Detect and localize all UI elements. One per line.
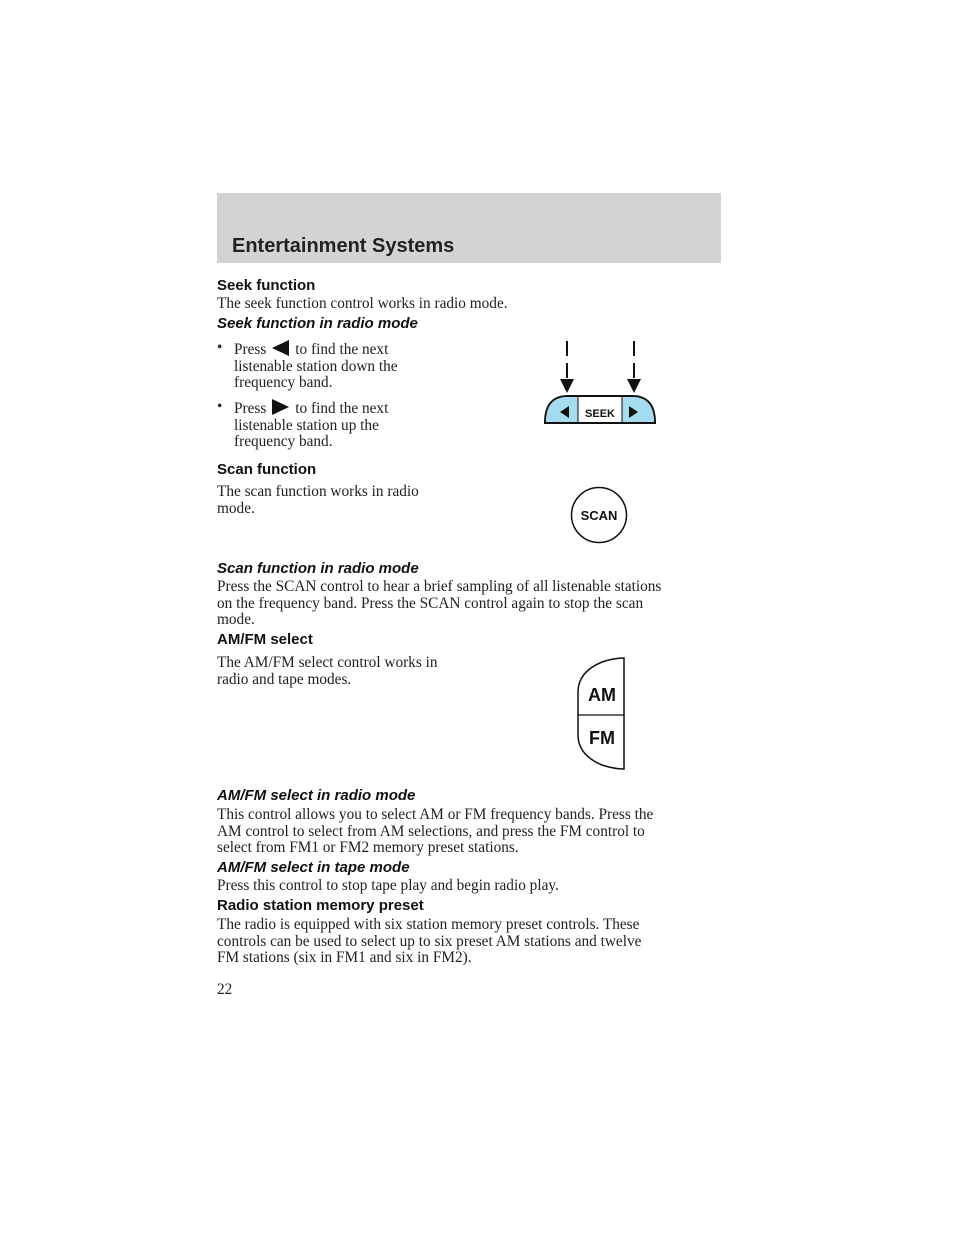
seek-button[interactable] <box>545 396 655 423</box>
preset-heading: Radio station memory preset <box>217 897 424 914</box>
amfm-radio-line: AM control to select from AM selections, and press the FM control to <box>217 822 645 840</box>
bullet-press-label: Press <box>234 400 267 417</box>
seek-down-pointer <box>560 341 574 393</box>
amfm-radio-subheading: AM/FM select in radio mode <box>217 787 416 804</box>
bullet-press-label: Press <box>234 341 267 358</box>
preset-paragraph <box>217 917 641 967</box>
bullet-line: listenable station down the <box>234 357 398 375</box>
amfm-tape-paragraph: Press this control to stop tape play and begin radio play. <box>217 877 559 894</box>
amfm-radio-line: select from FM1 or FM2 memory preset stations. <box>217 839 519 856</box>
seek-button-illustration <box>540 338 662 428</box>
amfm-intro-line: radio and tape modes. <box>217 670 352 688</box>
scan-heading: Scan function <box>217 461 317 478</box>
am-button[interactable] <box>588 685 616 705</box>
scan-button-label: SCAN <box>580 508 618 523</box>
bullet-dot: • <box>217 398 223 415</box>
bullet-line: frequency band. <box>234 433 333 450</box>
seek-heading: Seek function <box>217 277 316 294</box>
preset-line: The radio is equipped with six station memory preset controls. These <box>217 916 640 933</box>
scan-subheading: Scan function in radio mode <box>217 560 419 577</box>
am-button-label: AM <box>588 685 616 705</box>
amfm-tape-subheading: AM/FM select in tape mode <box>217 859 410 876</box>
amfm-button-illustration <box>572 655 632 775</box>
seek-bullet-up <box>217 399 467 451</box>
bullet-line: listenable station up the <box>234 416 379 434</box>
seek-subheading: Seek function in radio mode <box>217 315 418 332</box>
section-title: Entertainment Systems <box>232 235 455 257</box>
scan-paragraph-line: mode. <box>217 611 255 628</box>
seek-intro: The seek function control works in radio mode. <box>217 295 508 312</box>
scan-intro-line: The scan function works in radio <box>217 483 419 500</box>
fm-button-label: FM <box>589 728 615 748</box>
preset-line: controls can be used to select up to six preset AM stations and twelve <box>217 932 642 950</box>
seek-up-pointer <box>627 341 641 393</box>
triangle-left-icon <box>272 340 289 356</box>
amfm-intro <box>217 655 438 688</box>
amfm-intro-line: The AM/FM select control works in <box>217 654 438 671</box>
amfm-radio-line: This control allows you to select AM or FM frequency bands. Press the <box>217 806 654 823</box>
scan-paragraph-line: Press the SCAN control to hear a brief sampling of all listenable stations <box>217 578 662 595</box>
seek-button-label: SEEK <box>585 408 615 420</box>
seek-bullet-down <box>217 340 467 392</box>
bullet-rest-label: to find the next <box>295 341 389 358</box>
page-number: 22 <box>217 981 233 998</box>
bullet-rest-label: to find the next <box>295 400 389 417</box>
amfm-heading: AM/FM select <box>217 631 313 648</box>
fm-button[interactable] <box>589 728 615 748</box>
scan-button[interactable] <box>568 485 630 547</box>
amfm-radio-paragraph <box>217 807 653 857</box>
bullet-line: frequency band. <box>234 374 333 391</box>
triangle-right-icon <box>272 399 289 415</box>
scan-intro-line: mode. <box>217 499 255 517</box>
preset-line: FM stations (six in FM1 and six in FM2). <box>217 949 472 966</box>
scan-paragraph-line: on the frequency band. Press the SCAN control again to stop the scan <box>217 594 644 612</box>
scan-paragraph <box>217 579 661 629</box>
bullet-dot: • <box>217 339 223 356</box>
section-header <box>217 193 721 263</box>
scan-intro <box>217 484 419 517</box>
